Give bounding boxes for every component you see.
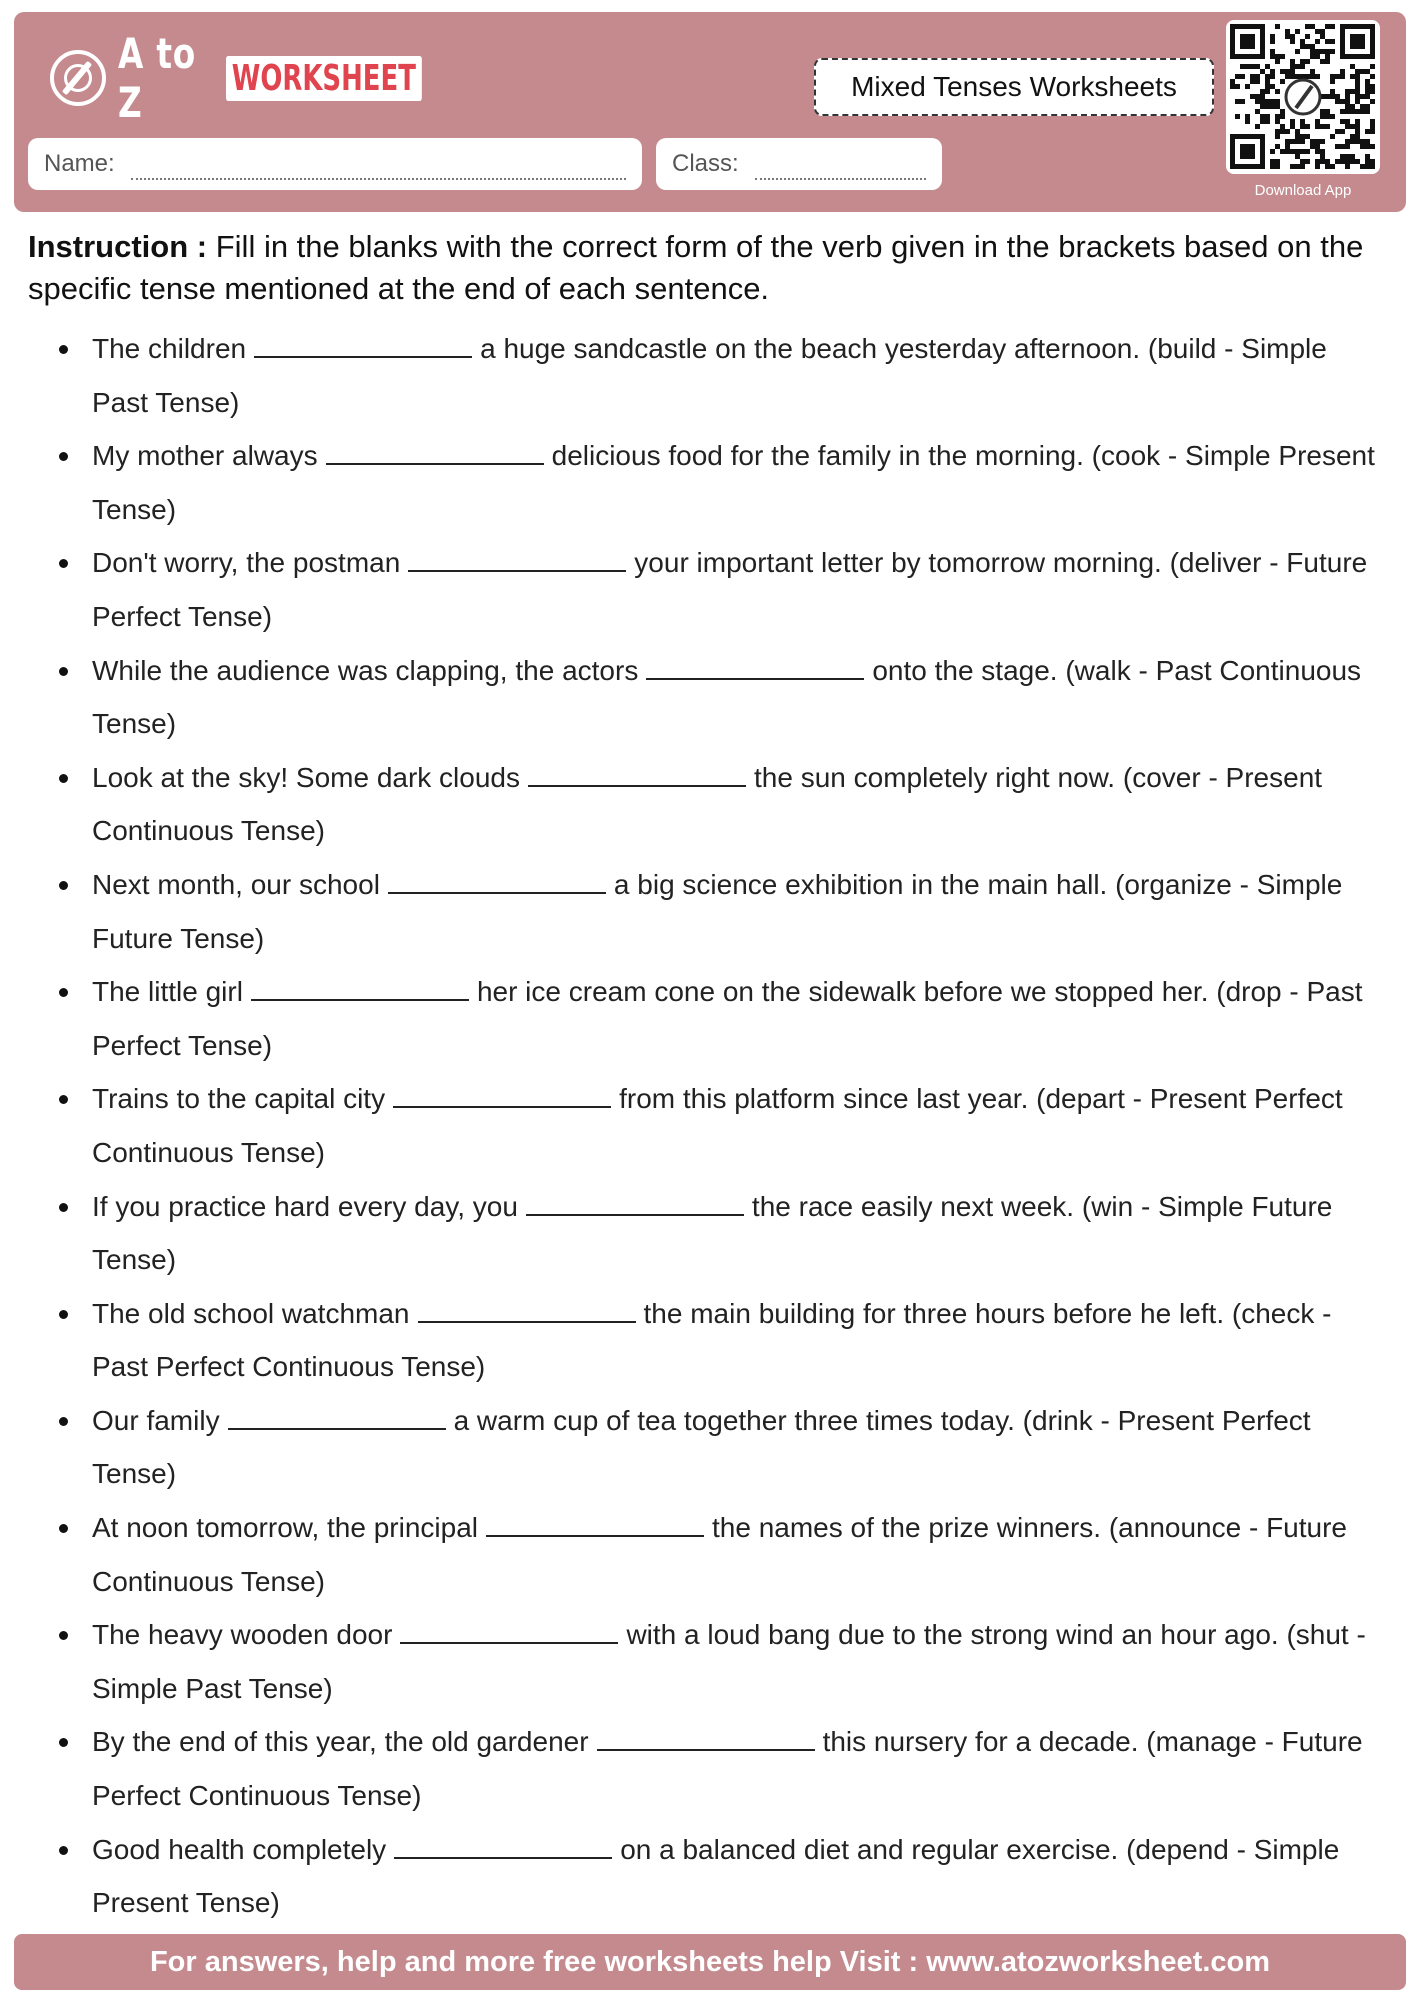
- question-text-after: a big science exhibition in the main hall. (organize - Simple Future Tense): [92, 868, 1343, 954]
- question-text-before: At noon tomorrow, the principal: [92, 1512, 478, 1544]
- instruction-text: Fill in the blanks with the correct form of the verb given in the brackets based on the specific tense mentioned at the end of each sentence.: [28, 229, 1364, 306]
- bullet-icon: [59, 559, 68, 568]
- question-text-after: delicious food for the family in the morning. (cook - Simple Present Tense): [92, 440, 1375, 525]
- question-text-after: her ice cream cone on the sidewalk before we stopped her. (drop - Past Perfect Tense): [92, 976, 1363, 1061]
- question-item: [28, 1715, 1378, 1822]
- question-text-after: this nursery for a decade. (manage - Future Perfect Continuous Tense): [92, 1726, 1363, 1812]
- question-text-after: the main building for three hours before he left. (check - Past Perfect Continuous Tense): [92, 1297, 1332, 1383]
- answer-blank[interactable]: [400, 1616, 618, 1644]
- question-item: [28, 1823, 1378, 1930]
- answer-blank[interactable]: [394, 1831, 612, 1859]
- brand-logo: [50, 29, 498, 127]
- question-text-after: the sun completely right now. (cover - Present Continuous Tense): [92, 761, 1323, 847]
- bullet-icon: [59, 1631, 68, 1640]
- answer-blank[interactable]: [528, 759, 746, 787]
- question-item: [28, 322, 1378, 429]
- bullet-icon: [59, 1738, 68, 1747]
- name-dotted-line: [131, 148, 626, 180]
- bullet-icon: [59, 1524, 68, 1533]
- bullet-icon: [59, 1417, 68, 1426]
- answer-blank[interactable]: [388, 866, 606, 894]
- question-text-before: Next month, our school: [92, 868, 380, 900]
- worksheet-header: [14, 12, 1406, 212]
- question-text-before: Trains to the capital city: [92, 1083, 386, 1115]
- name-label: Name:: [44, 150, 115, 177]
- question-item: [28, 536, 1378, 643]
- answer-blank[interactable]: [408, 544, 626, 572]
- answer-blank[interactable]: [251, 973, 469, 1001]
- question-item: [28, 965, 1378, 1072]
- answer-blank[interactable]: [646, 652, 864, 680]
- answer-blank[interactable]: [418, 1295, 636, 1323]
- pen-logo-icon: [50, 50, 106, 106]
- question-text-before: My mother always: [92, 440, 318, 472]
- bullet-icon: [59, 881, 68, 890]
- question-text-before: Don't worry, the postman: [92, 547, 401, 579]
- question-item: [28, 858, 1378, 965]
- question-item: [28, 429, 1378, 536]
- question-item: [28, 1394, 1378, 1501]
- answer-blank[interactable]: [486, 1509, 704, 1537]
- bullet-icon: [59, 1203, 68, 1212]
- question-text-after: the race easily next week. (win - Simple Future Tense): [92, 1190, 1333, 1276]
- footer-banner[interactable]: For answers, help and more free worksheets help Visit : www.atozworksheet.com: [14, 1934, 1406, 1990]
- answer-blank[interactable]: [228, 1402, 446, 1430]
- question-text-after: on a balanced diet and regular exercise. (depend - Simple Present Tense): [92, 1833, 1340, 1919]
- question-text-after: a huge sandcastle on the beach yesterday afternoon. (build - Simple Past Tense): [92, 333, 1327, 418]
- bullet-icon: [59, 1310, 68, 1319]
- question-text-before: The children: [92, 333, 247, 364]
- answer-blank[interactable]: [326, 437, 544, 465]
- brand-atoz: A to Z: [118, 29, 197, 127]
- bullet-icon: [59, 774, 68, 783]
- bullet-icon: [59, 345, 68, 354]
- question-text-before: If you practice hard every day, you: [92, 1190, 518, 1222]
- question-text-before: Good health completely: [92, 1833, 387, 1865]
- class-field[interactable]: [656, 138, 942, 190]
- question-text-after: from this platform since last year. (depart - Present Perfect Continuous Tense): [92, 1083, 1343, 1168]
- question-item: [28, 1180, 1378, 1287]
- question-item: [28, 1072, 1378, 1179]
- instruction: [28, 226, 1378, 310]
- question-item: [28, 1287, 1378, 1394]
- download-app-label[interactable]: Download App: [1254, 182, 1352, 199]
- question-text-after: with a loud bang due to the strong wind an hour ago. (shut - Simple Past Tense): [92, 1619, 1366, 1704]
- question-item: [28, 1501, 1378, 1608]
- question-text-before: By the end of this year, the old gardener: [92, 1726, 589, 1758]
- question-item: [28, 751, 1378, 858]
- instruction-label: Instruction :: [28, 229, 208, 264]
- qr-code-icon[interactable]: [1226, 20, 1380, 174]
- worksheet-title: Mixed Tenses Worksheets: [814, 58, 1214, 116]
- question-text-before: The old school watchman: [92, 1297, 410, 1329]
- bullet-icon: [59, 667, 68, 676]
- question-item: [28, 644, 1378, 751]
- bullet-icon: [59, 1846, 68, 1855]
- question-text-before: Look at the sky! Some dark clouds: [92, 761, 520, 793]
- question-text-before: The heavy wooden door: [92, 1619, 393, 1651]
- brand-worksheet: WORKSHEET: [226, 56, 422, 101]
- question-text-before: Our family: [92, 1404, 220, 1436]
- question-item: [28, 1608, 1378, 1715]
- question-text-after: a warm cup of tea together three times today. (drink - Present Perfect Tense): [92, 1404, 1311, 1490]
- question-text-after: your important letter by tomorrow morning. (deliver - Future Perfect Tense): [92, 547, 1368, 632]
- question-list: [28, 322, 1378, 1930]
- answer-blank[interactable]: [393, 1080, 611, 1108]
- answer-blank[interactable]: [597, 1723, 815, 1751]
- name-field[interactable]: [28, 138, 642, 190]
- bullet-icon: [59, 452, 68, 461]
- question-text-after: the names of the prize winners. (announce - Future Continuous Tense): [92, 1512, 1347, 1597]
- class-dotted-line: [755, 148, 926, 180]
- question-text-before: While the audience was clapping, the actors: [92, 654, 639, 686]
- question-text-before: The little girl: [92, 976, 243, 1008]
- answer-blank[interactable]: [526, 1188, 744, 1216]
- question-text-after: onto the stage. (walk - Past Continuous Tense): [92, 654, 1362, 740]
- bullet-icon: [59, 1095, 68, 1104]
- class-label: Class:: [672, 150, 739, 177]
- bullet-icon: [59, 988, 68, 997]
- answer-blank[interactable]: [254, 330, 472, 358]
